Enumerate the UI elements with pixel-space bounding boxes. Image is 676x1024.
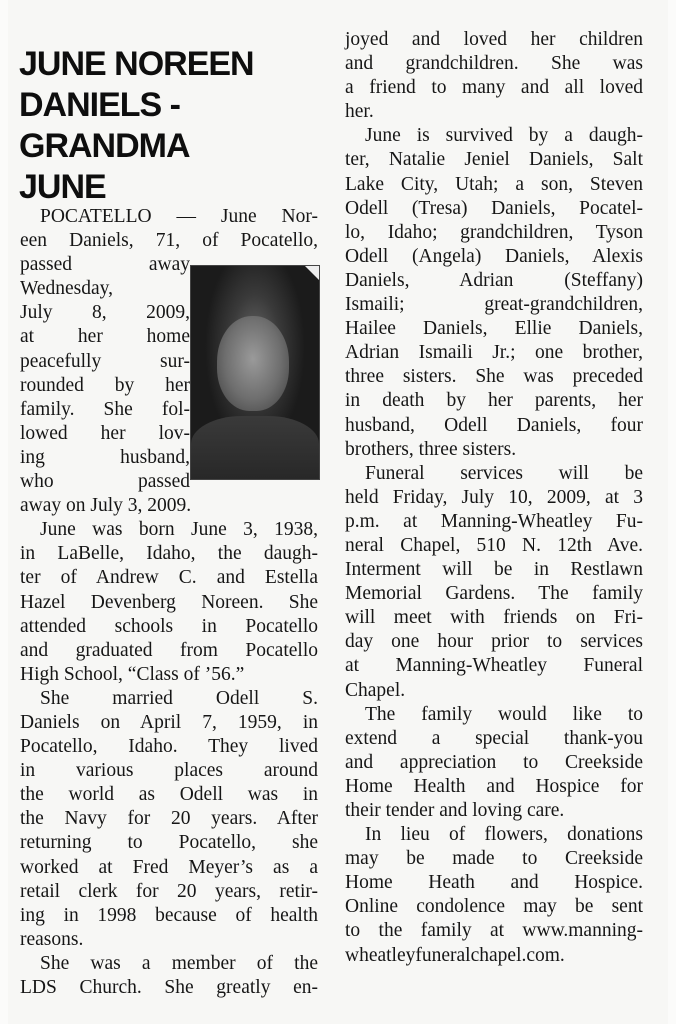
text-line: Lake City, Utah; a son, Steven [345,173,643,195]
text-line: lowed her lov- [20,422,190,444]
text-line: and appreciation to Creekside [345,751,643,773]
text-line: held Friday, July 10, 2009, at 3 [345,486,643,508]
text-line: and graduated from Pocatello [20,639,318,661]
text-line: joyed and loved her children [345,29,643,50]
text-line: their tender and loving care. [345,800,565,821]
headline-line: DANIELS - [19,86,180,124]
text-line: Funeral services will be [365,462,643,484]
text-line: retail clerk for 20 years, retir- [20,880,318,902]
text-line: family. She fol- [20,398,190,420]
paragraph [20,518,318,687]
obituary-headline [19,44,254,208]
right-column [345,28,643,968]
headline-line: JUNE NOREEN [19,45,254,83]
text-line: the Navy for 20 years. After [20,808,318,830]
text-line: in LaBelle, Idaho, the daugh- [20,543,318,565]
text-line: in death by her parents, her [345,390,643,412]
text-line: neral Chapel, 510 N. 12th Ave. [345,534,643,556]
text-line: June is survived by a daugh- [365,125,643,147]
text-line: a friend to many and all loved [345,77,643,99]
text-line: Chapel. [345,679,406,701]
text-line: who passed [20,471,190,493]
text-line: High School, “Class of ’56.” [20,663,245,685]
text-line: returning to Pocatello, she [20,832,318,854]
text-line: ter of Andrew C. and Estella [20,567,318,589]
paragraph [345,462,643,703]
text-line: In lieu of flowers, donations [365,824,643,846]
text-line: attended schools in Pocatello [20,615,318,637]
text-line: een Daniels, 71, of Pocatello, [20,230,318,252]
text-line: three sisters. She was preceded [345,366,643,388]
text-line: Online condolence may be sent [345,896,643,918]
text-line: in various places around [20,760,318,782]
text-line: LDS Church. She greatly en- [20,977,318,998]
text-line: at Manning-Wheatley Funeral [345,655,643,677]
text-line: ter, Natalie Jeniel Daniels, Salt [345,149,643,171]
text-line: her. [345,101,374,123]
text-line: day one hour prior to services [345,631,643,653]
text-line: June was born June 3, 1938, [40,519,318,541]
text-line: brothers, three sisters. [345,438,517,460]
headline-line: GRANDMA [19,127,190,165]
left-column [20,205,318,1000]
text-line: rounded by her [20,374,190,396]
text-line: ing husband, [20,446,190,468]
text-line: Pocatello, Idaho. They lived [20,736,318,758]
headline-line: JUNE [19,168,106,206]
text-line: away on July 3, 2009. [20,495,192,517]
text-line: Daniels, Adrian (Steffany) [345,269,643,291]
text-line: Ismaili; great-grandchildren, [345,294,643,316]
text-line: Wednesday, [20,278,114,300]
text-line: She was a member of the [40,952,318,974]
paragraph [345,124,643,461]
text-line: Hailee Daniels, Ellie Daniels, [345,318,643,340]
text-line: may be made to Creekside [345,848,643,870]
text-line: reasons. [20,928,84,950]
text-line: passed away [20,254,190,276]
paragraph [345,823,643,968]
text-line: peacefully sur- [20,350,190,372]
text-line: Daniels on April 7, 1959, in [20,711,318,733]
text-line: husband, Odell Daniels, four [345,414,643,436]
paragraph [345,28,643,124]
text-line: Hazel Devenberg Noreen. She [20,591,318,613]
paragraph [20,952,318,1000]
text-line: lo, Idaho; grandchildren, Tyson [345,221,643,243]
text-line: and grandchildren. She was [345,53,643,75]
text-line: at her home [20,326,190,348]
text-line: p.m. at Manning-Wheatley Fu- [345,510,643,532]
text-line: Odell (Angela) Daniels, Alexis [345,245,643,267]
paragraph [20,205,318,518]
text-line: to the family at www.manning- [345,920,643,942]
text-line: Home Heath and Hospice. [345,872,643,894]
paragraph [20,687,318,952]
text-line: July 8, 2009, [20,302,190,324]
text-line: Interment will be in Restlawn [345,559,643,581]
text-line: wheatleyfuneralchapel.com. [345,944,565,966]
text-line: will meet with friends on Fri- [345,607,643,629]
text-line: Adrian Ismaili Jr.; one brother, [345,342,643,364]
text-line: Home Health and Hospice for [345,775,643,797]
paragraph [345,703,643,823]
text-line: The family would like to [365,703,643,725]
text-line: She married Odell S. [40,687,318,709]
text-line: the world as Odell was in [20,784,318,806]
text-line: Odell (Tresa) Daniels, Pocatel- [345,197,643,219]
text-line: worked at Fred Meyer’s as a [20,856,318,878]
text-line: POCATELLO — June Nor- [40,206,318,227]
text-line: extend a special thank-you [345,727,643,749]
text-line: ing in 1998 because of health [20,904,318,926]
text-line: Memorial Gardens. The family [345,583,643,605]
